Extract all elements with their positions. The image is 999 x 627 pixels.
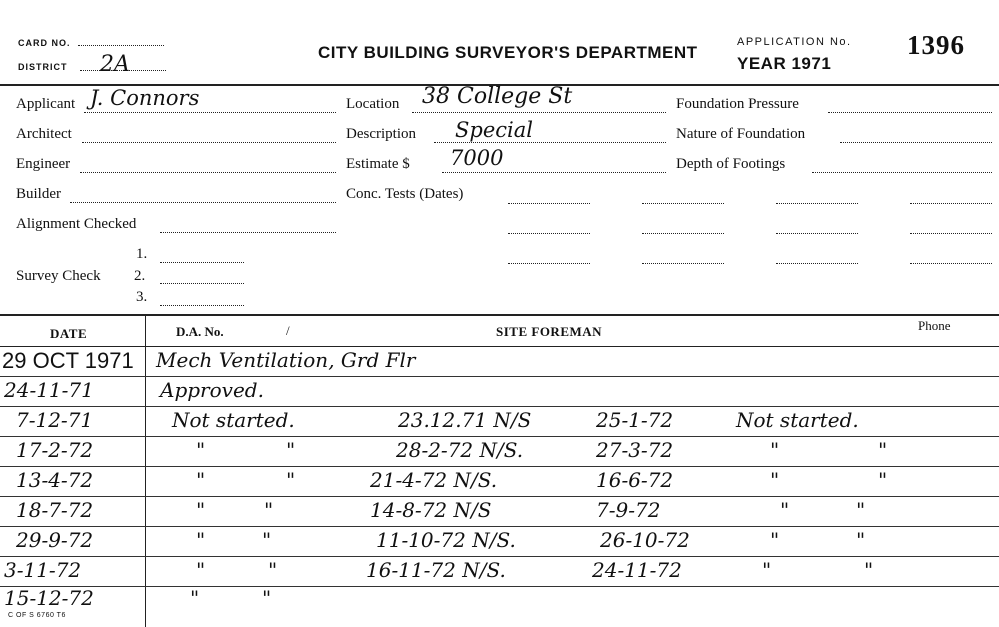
conc-line [910, 233, 992, 234]
phone-header: Phone [918, 318, 951, 333]
row-recheck-1: 28-2-72 N/S. [396, 438, 524, 462]
applicant-label: Applicant [16, 96, 76, 112]
table-row [0, 436, 999, 467]
row-ditto-4: " [856, 498, 866, 522]
foundation-pressure-line [828, 112, 992, 113]
row-recheck-2: 24-11-72 [592, 558, 682, 582]
row-status: Not started. [736, 408, 859, 432]
row-ditto-4: " [878, 468, 888, 492]
survey-check-2: 2. [134, 268, 146, 284]
form-code: C OF S 6760 T6 [8, 612, 66, 619]
row-ditto-3: " [780, 498, 790, 522]
row-ditto-2: " [286, 468, 296, 492]
row-ditto-1: " [190, 586, 200, 610]
department-title: CITY BUILDING SURVEYOR'S DEPARTMENT [318, 43, 698, 62]
row-recheck-1: 14-8-72 N/S [370, 498, 492, 522]
row-ditto-4: " [878, 438, 888, 462]
nature-foundation-label: Nature of Foundation [676, 126, 806, 142]
row-recheck-1: 11-10-72 N/S. [376, 528, 516, 552]
slash-header: / [286, 323, 290, 338]
card-no-label: CARD NO. [18, 38, 71, 48]
row-date: 7-12-71 [16, 408, 94, 432]
row-ditto-1: " [196, 498, 206, 522]
row-date: 17-2-72 [16, 438, 94, 462]
depth-footings-line [812, 172, 992, 173]
row-ditto-1: " [196, 528, 206, 552]
date-header: DATE [50, 326, 88, 341]
table-top-rule [0, 314, 999, 316]
survey-check-1: 1. [136, 246, 148, 262]
conc-line [642, 203, 724, 204]
description-label: Description [346, 126, 416, 142]
da-no-header: D.A. No. [176, 324, 224, 339]
row-ditto-3: " [770, 528, 780, 552]
row-ditto-3: " [770, 468, 780, 492]
row-date: 29 OCT 1971 [2, 348, 134, 373]
location-line [412, 112, 666, 113]
foundation-pressure-label: Foundation Pressure [676, 96, 799, 112]
depth-footings-label: Depth of Footings [676, 156, 786, 172]
table-row [0, 586, 999, 612]
row-date: 18-7-72 [16, 498, 94, 522]
conc-line [776, 203, 858, 204]
row-recheck-2: 27-3-72 [596, 438, 674, 462]
survey-line-3 [160, 305, 244, 306]
row-ditto-1: " [196, 558, 206, 582]
row-ditto-1: " [196, 438, 206, 462]
conc-line [642, 263, 724, 264]
conc-line [776, 263, 858, 264]
row-recheck-2: 25-1-72 [596, 408, 674, 432]
architect-line [82, 142, 336, 143]
row-date: 29-9-72 [16, 528, 94, 552]
table-row [0, 556, 999, 587]
applicant-line [84, 112, 336, 113]
row-entry: Approved. [160, 378, 264, 402]
row-recheck-2: 16-6-72 [596, 468, 674, 492]
survey-check-label: Survey Check [16, 268, 101, 284]
conc-line [508, 203, 590, 204]
row-recheck-1: 23.12.71 N/S [398, 408, 532, 432]
conc-line [776, 233, 858, 234]
district-label: DISTRICT [18, 62, 68, 72]
conc-line [642, 233, 724, 234]
survey-line-2 [160, 283, 244, 284]
description-line [434, 142, 666, 143]
conc-line [910, 203, 992, 204]
row-recheck-2: 7-9-72 [596, 498, 661, 522]
row-date: 24-11-71 [4, 378, 94, 402]
row-ditto-4: " [864, 558, 874, 582]
row-recheck-2: 26-10-72 [600, 528, 690, 552]
conc-line [508, 263, 590, 264]
table-row [0, 346, 999, 377]
conc-line [508, 233, 590, 234]
estimate-value: 7000 [450, 146, 504, 170]
table-row [0, 526, 999, 557]
conc-line [910, 263, 992, 264]
survey-check-3: 3. [136, 289, 148, 305]
row-ditto-2: " [286, 438, 296, 462]
alignment-line [160, 232, 336, 233]
row-entry: Mech Ventilation, Grd Flr [156, 348, 416, 372]
nature-foundation-line [840, 142, 992, 143]
row-ditto-3: " [770, 438, 780, 462]
row-ditto-2: " [262, 528, 272, 552]
engineer-line [80, 172, 336, 173]
location-label: Location [346, 96, 400, 112]
row-date: 13-4-72 [16, 468, 94, 492]
conc-tests-label: Conc. Tests (Dates) [346, 186, 464, 202]
row-recheck-1: 16-11-72 N/S. [366, 558, 506, 582]
table-row [0, 406, 999, 437]
table-row [0, 496, 999, 527]
card-no-line [78, 45, 164, 46]
table-row [0, 466, 999, 497]
applicant-value: J. Connors [90, 86, 200, 110]
row-ditto-4: " [856, 528, 866, 552]
site-foreman-header: SITE FOREMAN [496, 324, 603, 339]
row-recheck-1: 21-4-72 N/S. [370, 468, 498, 492]
row-date: 15-12-72 [4, 586, 94, 610]
row-ditto-3: " [762, 558, 772, 582]
description-value: Special [455, 118, 533, 142]
application-number: 1396 [907, 30, 965, 60]
builder-line [70, 202, 336, 203]
engineer-label: Engineer [16, 156, 71, 172]
row-date: 3-11-72 [4, 558, 82, 582]
architect-label: Architect [16, 126, 72, 142]
year-label: YEAR 1971 [737, 54, 832, 73]
builder-label: Builder [16, 186, 61, 202]
row-entry: Not started. [172, 408, 295, 432]
location-value: 38 College St [422, 84, 573, 109]
table-row [0, 376, 999, 407]
row-ditto-1: " [196, 468, 206, 492]
estimate-line [442, 172, 666, 173]
alignment-label: Alignment Checked [16, 216, 137, 232]
estimate-label: Estimate $ [346, 156, 410, 172]
survey-line-1 [160, 262, 244, 263]
row-ditto-2: " [268, 558, 278, 582]
row-ditto-2: " [264, 498, 274, 522]
row-ditto-2: " [262, 586, 272, 610]
application-label: APPLICATION No. [737, 36, 852, 48]
district-value: 2A [100, 52, 130, 77]
